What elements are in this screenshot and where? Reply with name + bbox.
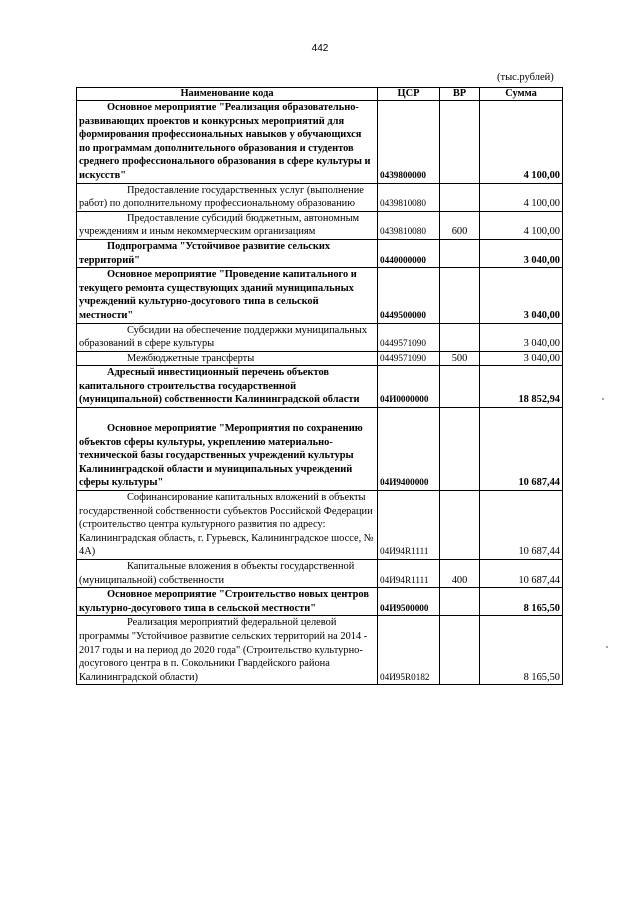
- row-csr-cell: 0439800000: [378, 101, 440, 184]
- row-sum-cell: 18 852,94: [480, 366, 563, 408]
- row-name-cell: [77, 408, 378, 491]
- row-vr-cell: [440, 408, 480, 491]
- row-sum-cell: 10 687,44: [480, 491, 563, 560]
- table-header-row: [77, 88, 563, 101]
- row-sum-cell: 3 040,00: [480, 239, 563, 267]
- row-vr-cell: [440, 101, 480, 184]
- row-name-cell: [77, 323, 378, 351]
- row-name-cell: [77, 616, 378, 685]
- row-name-cell: [77, 239, 378, 267]
- table-row: [77, 491, 563, 560]
- scan-dot: [606, 646, 608, 648]
- row-sum-cell: 8 165,50: [480, 588, 563, 616]
- row-vr-cell: [440, 323, 480, 351]
- header-csr: ЦСР: [378, 88, 440, 101]
- row-name-cell: [77, 183, 378, 211]
- table-body: [77, 101, 563, 685]
- row-name-text: Предоставление государственных услуг (выполнение работ) по дополнительному профессиональному образованию: [79, 184, 364, 210]
- table-row: [77, 323, 563, 351]
- row-csr-cell: 0449571090: [378, 323, 440, 351]
- row-sum-cell: 4 100,00: [480, 211, 563, 239]
- row-sum-cell: 4 100,00: [480, 183, 563, 211]
- row-csr-cell: 04И94R1111: [378, 560, 440, 588]
- row-sum-cell: 3 040,00: [480, 351, 563, 366]
- header-vr: ВР: [440, 88, 480, 101]
- row-name-text: Предоставление субсидий бюджетным, автономным учреждениям и иным некоммерческим организациям: [79, 212, 360, 238]
- table-row: [77, 588, 563, 616]
- row-csr-cell: 04И9500000: [378, 588, 440, 616]
- table-row: [77, 560, 563, 588]
- row-name-text: Основное мероприятие "Строительство новых центров культурно-досугового типа в сельской местности": [79, 589, 369, 614]
- table-row: [77, 616, 563, 685]
- budget-table: [76, 87, 563, 685]
- row-csr-cell: 0440000000: [378, 239, 440, 267]
- table-row: [77, 351, 563, 366]
- header-sum: Сумма: [480, 88, 563, 101]
- row-vr-cell: 500: [440, 351, 480, 366]
- row-sum-cell: 8 165,50: [480, 616, 563, 685]
- row-csr-cell: 04И9400000: [378, 408, 440, 491]
- row-name-cell: [77, 351, 378, 366]
- row-vr-cell: [440, 183, 480, 211]
- row-name-text: Основное мероприятие "Реализация образовательно-развивающих проектов и конкурсных мероприятий для формирования профессиональных навыков у обучающихся по программам дополнительного образования и студентов среднего профессионального образования в сфере культуры и искусств": [79, 102, 371, 181]
- row-name-text: Реализация мероприятий федеральной целевой программы "Устойчивое развитие сельских территорий на 2014 - 2017 годы и на период до 2020 года" (Строительство культурно-досугового центра в п. Сокольники Гвардейского района Калининградской области): [79, 617, 368, 683]
- row-name-cell: [77, 491, 378, 560]
- header-name: Наименование кода: [77, 88, 378, 101]
- row-csr-cell: 04И0000000: [378, 366, 440, 408]
- table-row: [77, 268, 563, 323]
- table-row: [77, 183, 563, 211]
- row-csr-cell: 04И95R0182: [378, 616, 440, 685]
- row-name-cell: [77, 366, 378, 408]
- row-sum-cell: 3 040,00: [480, 268, 563, 323]
- table-row: [77, 408, 563, 491]
- row-name-cell: [77, 588, 378, 616]
- table-row: [77, 366, 563, 408]
- row-csr-cell: 0449571090: [378, 351, 440, 366]
- table-row: [77, 101, 563, 184]
- row-sum-cell: 4 100,00: [480, 101, 563, 184]
- row-name-text: Софинансирование капитальных вложений в объекты государственной собственности субъектов Российской Федерации (строительство центра культурного развития по адресу: Калининградская область, г. Гурьевск, Калининградское шоссе, № 4А): [79, 492, 374, 558]
- row-name-cell: [77, 211, 378, 239]
- row-name-text: Подпрограмма "Устойчивое развитие сельских территорий": [79, 240, 331, 266]
- row-csr-cell: 04И94R1111: [378, 491, 440, 560]
- row-vr-cell: [440, 268, 480, 323]
- scan-dot: [602, 398, 604, 400]
- row-name-cell: [77, 560, 378, 588]
- row-name-text: Основное мероприятие "Проведение капитального и текущего ремонта существующих зданий муниципальных учреждений культурно-досугового типа в сельской местности": [79, 269, 357, 321]
- row-name-text: Адресный инвестиционный перечень объектов капитального строительства государственной (муниципальной) собственности Калининградской области: [79, 367, 360, 406]
- row-name-text: Межбюджетные трансферты: [127, 352, 255, 364]
- row-csr-cell: 0439810080: [378, 211, 440, 239]
- page-number: 442: [311, 43, 329, 54]
- row-csr-cell: 0449500000: [378, 268, 440, 323]
- row-vr-cell: 600: [440, 211, 480, 239]
- row-vr-cell: [440, 588, 480, 616]
- row-name-text: Капитальные вложения в объекты государственной (муниципальной) собственности: [79, 561, 355, 586]
- row-vr-cell: 400: [440, 560, 480, 588]
- row-sum-cell: 3 040,00: [480, 323, 563, 351]
- row-name-cell: [77, 101, 378, 184]
- row-name-text: Основное мероприятие "Мероприятия по сохранению объектов сферы культуры, укреплению материально-технической базы государственных учреждений культуры Калининградской области и муниципальных учреждений сферы культуры": [79, 423, 363, 489]
- row-name-text: Субсидии на обеспечение поддержки муниципальных образований в сфере культуры: [79, 324, 368, 350]
- row-vr-cell: [440, 366, 480, 408]
- units-label: (тыс.рублей): [497, 72, 554, 83]
- row-vr-cell: [440, 491, 480, 560]
- row-vr-cell: [440, 239, 480, 267]
- row-vr-cell: [440, 616, 480, 685]
- row-sum-cell: 10 687,44: [480, 560, 563, 588]
- row-csr-cell: 0439810080: [378, 183, 440, 211]
- table-row: [77, 211, 563, 239]
- table-row: [77, 239, 563, 267]
- row-name-cell: [77, 268, 378, 323]
- row-sum-cell: 10 687,44: [480, 408, 563, 491]
